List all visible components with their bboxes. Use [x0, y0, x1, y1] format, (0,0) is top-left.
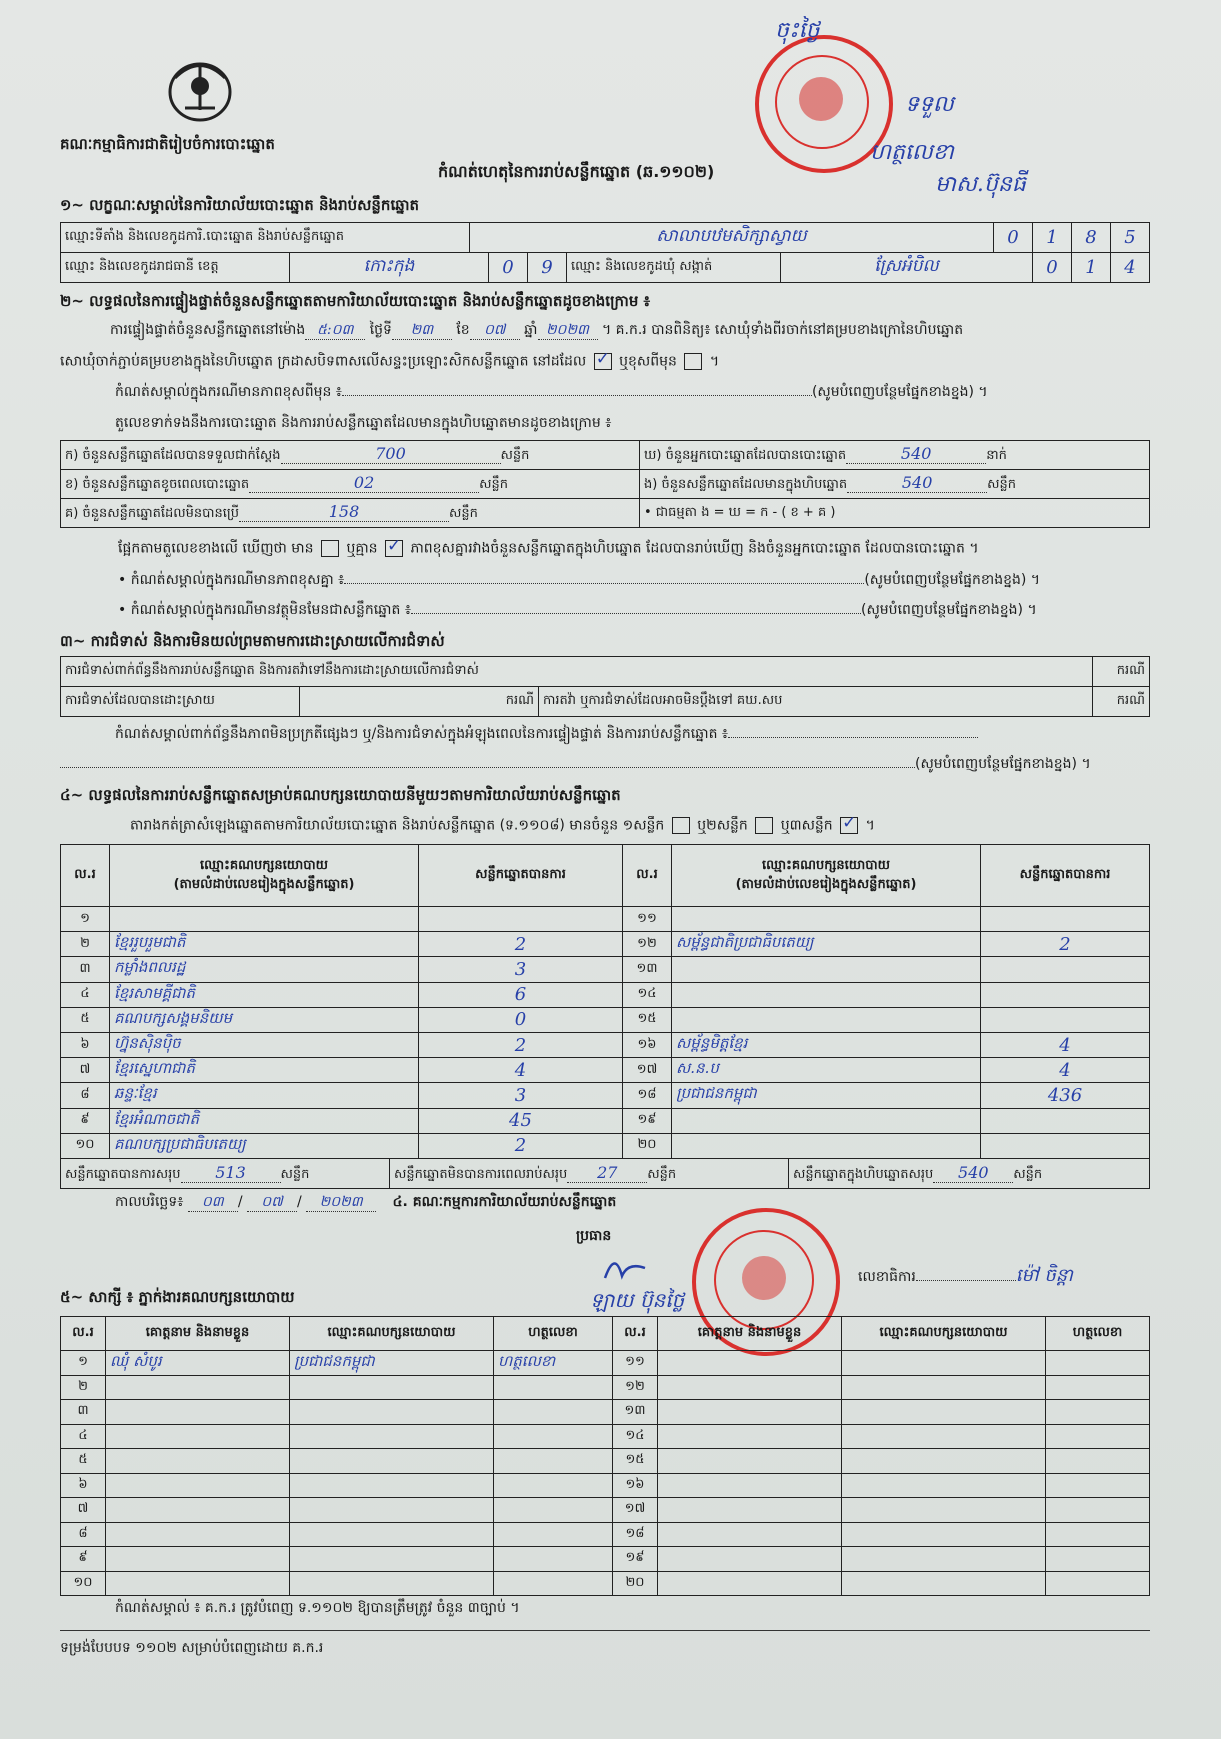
- result-no: ៥: [61, 1007, 110, 1032]
- result-party: ហ្វ៊ុនស៊ិនប៉ិច: [110, 1032, 419, 1057]
- form-name: ទម្រង់បែបបទ ១១០២ សម្រាប់បំពេញដោយ គ.ក.រ: [60, 1640, 324, 1656]
- witness-row: [61, 1498, 1150, 1523]
- province-code-1: 0: [489, 253, 528, 283]
- commune-code-3: 4: [1111, 253, 1150, 283]
- result-votes: 2: [981, 932, 1150, 957]
- witness-cell: [290, 1571, 494, 1596]
- witness-cell: [842, 1473, 1046, 1498]
- witness-no: ១៣: [613, 1400, 658, 1425]
- result-row: [61, 932, 1150, 957]
- result-party: ឆន្ទៈខ្មែរ: [110, 1083, 419, 1108]
- witness-cell: [290, 1375, 494, 1400]
- province-label: ឈ្មោះ និងលេខកូដរាជធានី ខេត្ត: [61, 253, 290, 283]
- result-party: សម្ព័ន្ធមិត្តខ្មែរ: [672, 1032, 981, 1057]
- witness-cell: [1046, 1473, 1150, 1498]
- witness-row: [61, 1424, 1150, 1449]
- result-party: [672, 982, 981, 1007]
- result-row: [61, 982, 1150, 1007]
- witness-cell: [290, 1400, 494, 1425]
- witness-cell: [290, 1473, 494, 1498]
- witness-cell: [842, 1375, 1046, 1400]
- tally-intro: តារាងកត់ត្រាសំឡេងឆ្នោតតាមការិយាល័យបោះឆ្នោត និងរាប់សន្លឹកឆ្នោត (ទ.១១០៨) មានចំនួន ១សន្លឹក ឬ២សន្លឹក ឬ៣សន្លឹក ✓ ។: [130, 817, 875, 834]
- witness-no: ១៥: [613, 1449, 658, 1474]
- result-votes: [981, 957, 1150, 982]
- page-title: កំណត់ហេតុនៃការរាប់សន្លឹកឆ្នោត (ឆ.១១០២): [438, 162, 715, 181]
- result-party: ខ្មែររួបរួមជាតិ: [110, 932, 419, 957]
- section3-note-line2: (សូមបំពេញបន្ថែមផ្នែកខាងខ្នង) ។: [60, 756, 1091, 773]
- province-value: កោះកុង: [290, 253, 489, 283]
- witness-cell: [494, 1375, 613, 1400]
- footer-note: កំណត់សម្គាល់ ៖ គ.ក.រ ត្រូវបំពេញ ទ.១១០២ ឱ្យបានត្រឹមត្រូវ ចំនួន ៣ច្បាប់ ។: [115, 1600, 520, 1616]
- figures-table: ក) ចំនួនសន្លឹកឆ្នោតដែលបានទទួលជាក់ស្តែង 700 សន្លឹក ឃ) ចំនួនអ្នកបោះឆ្នោតដែលបានបោះឆ្នោត 540 នាក់ ខ) ចំនួនសន្លឹកឆ្នោតខូចពេលបោះឆ្នោត 02 សន្លឹក ង) ចំនួនសន្លឹកឆ្នោតដែលមានក្នុងហិបឆ្នោត 540 សន្លឹក គ) ចំនួនសន្លឹកឆ្នោតដែលមិនបានប្រើ 158 សន្លឹក • ជាធម្មតា ង = ឃ = ក - ( ខ + គ ): [60, 440, 1150, 528]
- result-no: ១០: [61, 1133, 110, 1158]
- witness-cell: [106, 1400, 290, 1425]
- result-no: ២: [61, 932, 110, 957]
- section2-heading: ២~ លទ្ធផលនៃការផ្ទៀងផ្ទាត់ចំនួនសន្លឹកឆ្នោតតាមការិយាល័យបោះឆ្នោត និងរាប់សន្លឹកឆ្នោតដូចខាងក្រោម ៖: [60, 292, 651, 310]
- result-votes: 2: [419, 1133, 623, 1158]
- witness-cell: [106, 1547, 290, 1572]
- note3: • កំណត់សម្គាល់ក្នុងករណីមានវត្ថុមិនមែនជាសន្លឹកឆ្នោត ៖ (សូមបំពេញបន្ថែមផ្នែកខាងខ្នង) ។: [118, 602, 1037, 618]
- result-no: ១២: [623, 932, 672, 957]
- witness-no: ១៦: [613, 1473, 658, 1498]
- witness-cell: [494, 1522, 613, 1547]
- witness-no: ១២: [613, 1375, 658, 1400]
- witness-cell: [842, 1400, 1046, 1425]
- witness-cell: [290, 1522, 494, 1547]
- witness-no: ៧: [61, 1498, 106, 1523]
- witness-cell: [290, 1547, 494, 1572]
- result-no: ១៣: [623, 957, 672, 982]
- witness-cell: [842, 1449, 1046, 1474]
- president-name: ឡាយ ប៊ុនថ្លៃ: [590, 1288, 685, 1312]
- province-code-2: 9: [528, 253, 567, 283]
- province-table: [60, 252, 1150, 283]
- witness-no: ៤: [61, 1424, 106, 1449]
- commune-label: ឈ្មោះ និងលេខកូដឃុំ សង្កាត់: [567, 253, 781, 283]
- witness-row: [61, 1522, 1150, 1547]
- location-code-1: 0: [994, 223, 1033, 253]
- witness-cell: [494, 1449, 613, 1474]
- witness-cell: [1046, 1351, 1150, 1376]
- witness-cell: [1046, 1571, 1150, 1596]
- location-code-3: 8: [1072, 223, 1111, 253]
- witness-row: [61, 1547, 1150, 1572]
- president-label: ប្រធាន: [576, 1228, 612, 1244]
- witness-cell: [290, 1498, 494, 1523]
- witness-cell: [658, 1400, 842, 1425]
- result-votes: 3: [419, 957, 623, 982]
- witness-cell: [658, 1449, 842, 1474]
- witness-row: [61, 1473, 1150, 1498]
- witness-no: ១៧: [613, 1498, 658, 1523]
- same-checkbox[interactable]: [594, 353, 612, 370]
- witness-cell: ប្រជាជនកម្ពុជា: [290, 1351, 494, 1376]
- witness-cell: [658, 1351, 842, 1376]
- result-no: ៩: [61, 1108, 110, 1133]
- witness-cell: [106, 1473, 290, 1498]
- section4-heading: ៤~ លទ្ធផលនៃការរាប់សន្លឹកឆ្នោតសម្រាប់គណបក្សនយោបាយនីមួយៗតាមការិយាល័យរាប់សន្លឹកឆ្នោត: [60, 786, 621, 804]
- result-no: ១៥: [623, 1007, 672, 1032]
- result-row: [61, 1032, 1150, 1057]
- result-party: ប្រជាជនកម្ពុជា: [672, 1083, 981, 1108]
- result-party: [672, 1133, 981, 1158]
- witness-row: [61, 1400, 1150, 1425]
- result-votes: [981, 1133, 1150, 1158]
- witness-no: ១៨: [613, 1522, 658, 1547]
- result-party: គណបក្សសង្គមនិយម: [110, 1007, 419, 1032]
- result-party: ខ្មែរសាមគ្គីជាតិ: [110, 982, 419, 1007]
- result-party: ស.ន.ប: [672, 1058, 981, 1083]
- witness-cell: [106, 1424, 290, 1449]
- result-party: ខ្មែរស្នេហាជាតិ: [110, 1058, 419, 1083]
- witness-cell: [658, 1498, 842, 1523]
- witness-row: [61, 1571, 1150, 1596]
- secretary-line: លេខាធិការ ម៉ៅ ចិន្តា: [858, 1265, 1073, 1286]
- witness-cell: [494, 1424, 613, 1449]
- witness-row: [61, 1351, 1150, 1376]
- witness-cell: [658, 1571, 842, 1596]
- result-no: ៧: [61, 1058, 110, 1083]
- result-no: ១៨: [623, 1083, 672, 1108]
- emblem-icon: [155, 48, 245, 126]
- location-value: សាលាបឋមសិក្សាស្វាយ: [470, 223, 994, 253]
- different-checkbox[interactable]: [684, 353, 702, 370]
- section5-heading: ៥~ សាក្សី ៖ ភ្នាក់ងារគណបក្សនយោបាយ: [60, 1288, 295, 1306]
- result-party: គណបក្សប្រជាធិបតេយ្យ: [110, 1133, 419, 1158]
- result-votes: 436: [981, 1083, 1150, 1108]
- location-table: [60, 222, 1150, 253]
- witness-no: ១០: [61, 1571, 106, 1596]
- witness-cell: [842, 1571, 1046, 1596]
- result-row: [61, 1083, 1150, 1108]
- section1-heading: ១~ លក្ខណៈសម្គាល់នៃការិយាល័យបោះឆ្នោត និងរាប់សន្លឹកឆ្នោត: [60, 196, 420, 214]
- result-no: ១៦: [623, 1032, 672, 1057]
- witness-no: ៥: [61, 1449, 106, 1474]
- result-party: [110, 907, 419, 932]
- objection-table: ការជំទាស់ពាក់ព័ន្ធនឹងការរាប់សន្លឹកឆ្នោត និងការតវ៉ាទៅនឹងការដោះស្រាយលើការជំទាស់ ករណី ការជំទាស់ដែលបានដោះស្រាយ ករណី ការតវ៉ា ឬការជំទាស់ដែលអាចមិនប្តឹងទៅ គឃ.សប ករណី: [60, 656, 1150, 717]
- witness-cell: [842, 1547, 1046, 1572]
- witness-cell: [494, 1400, 613, 1425]
- no-difference-checkbox[interactable]: [385, 540, 403, 557]
- witness-cell: [1046, 1498, 1150, 1523]
- result-votes: 4: [981, 1032, 1150, 1057]
- result-no: ១៤: [623, 982, 672, 1007]
- witness-cell: [842, 1522, 1046, 1547]
- result-row: [61, 957, 1150, 982]
- annotation-1: ចុះថ្ងៃ: [775, 18, 820, 43]
- witness-cell: [658, 1424, 842, 1449]
- witness-cell: [106, 1375, 290, 1400]
- witness-cell: [1046, 1375, 1150, 1400]
- witness-no: ២០: [613, 1571, 658, 1596]
- result-no: ៣: [61, 957, 110, 982]
- witness-cell: [494, 1473, 613, 1498]
- witness-cell: [1046, 1424, 1150, 1449]
- result-votes: 3: [419, 1083, 623, 1108]
- president-signature-icon: [600, 1248, 650, 1286]
- witness-cell: [658, 1522, 842, 1547]
- witness-cell: [494, 1547, 613, 1572]
- result-no: ៦: [61, 1032, 110, 1057]
- org-name: គណៈកម្មាធិការជាតិរៀបចំការបោះឆ្នោត: [60, 135, 275, 153]
- one-sheet-checkbox[interactable]: [672, 817, 690, 834]
- witness-no: ១៩: [613, 1547, 658, 1572]
- result-party: កម្លាំងពលរដ្ឋ: [110, 957, 419, 982]
- witness-no: ១: [61, 1351, 106, 1376]
- witness-cell: [290, 1449, 494, 1474]
- date-line: កាលបរិច្ឆេទ៖ ០៣ / ០៧ / ២០២៣ ៤. គណៈកម្មការការិយាល័យរាប់សន្លឹកឆ្នោត: [115, 1194, 617, 1210]
- section3-heading: ៣~ ការជំទាស់ និងការមិនយល់ព្រមតាមការដោះស្រាយលើការជំទាស់: [60, 632, 445, 650]
- witness-no: ៣: [61, 1400, 106, 1425]
- result-votes: [981, 1108, 1150, 1133]
- witness-cell: ហត្ថលេខា: [494, 1351, 613, 1376]
- witness-row: [61, 1375, 1150, 1400]
- result-no: ២០: [623, 1133, 672, 1158]
- result-party: [672, 1108, 981, 1133]
- witness-cell: [106, 1571, 290, 1596]
- witness-no: ២: [61, 1375, 106, 1400]
- result-row: [61, 1133, 1150, 1158]
- witness-no: ១១: [613, 1351, 658, 1376]
- result-votes: 6: [419, 982, 623, 1007]
- result-party: [672, 1007, 981, 1032]
- conclusion-line: ផ្អែកតាមតួលេខខាងលើ ឃើញថា មាន ឬគ្មាន ✓ ភាពខុសគ្នារវាងចំនួនសន្លឹកឆ្នោតក្នុងហិបឆ្នោត ដែលបានរាប់ឃើញ និងចំនួនអ្នកបោះឆ្នោត ដែលបានបោះឆ្នោត ។: [118, 540, 979, 557]
- result-votes: [419, 907, 623, 932]
- witness-cell: [658, 1473, 842, 1498]
- witness-cell: [494, 1498, 613, 1523]
- result-no: ៨: [61, 1083, 110, 1108]
- annotation-3: ហត្ថលេខា: [870, 140, 954, 165]
- result-no: ៤: [61, 982, 110, 1007]
- result-votes: 2: [419, 1032, 623, 1057]
- witness-cell: [494, 1571, 613, 1596]
- witness-cell: [106, 1498, 290, 1523]
- annotation-4: មាស.ប៊ុនធី: [935, 172, 1026, 197]
- witness-cell: [1046, 1449, 1150, 1474]
- witness-cell: [1046, 1400, 1150, 1425]
- footer-divider: [60, 1630, 1150, 1631]
- result-party: សម្ព័ន្ធជាតិប្រជាធិបតេយ្យ: [672, 932, 981, 957]
- three-sheet-checkbox[interactable]: [840, 817, 858, 834]
- witness-no: ៨: [61, 1522, 106, 1547]
- witness-cell: [658, 1547, 842, 1572]
- witness-table: ល.រ គោត្តនាម និងនាមខ្លួន ឈ្មោះគណបក្សនយោបាយ ហត្ថលេខា ល.រ គោត្តនាម និងនាមខ្លួន ឈ្មោះគណបក្សនយោបាយ ហត្ថលេខា ១ ឈុំ សំបូរ ប្រជាជនកម្ពុជា ហត្ថលេខា ១១ ២ ១២ ៣ ១៣ ៤ ១៤ ៥ ១៥ ៦ ១៦ ៧ ១៧ ៨ ១៨ ៩ ១៩ ១០ ២០: [60, 1316, 1150, 1596]
- result-party: [672, 907, 981, 932]
- result-row: [61, 1058, 1150, 1083]
- result-votes: [981, 907, 1150, 932]
- verification-line: ការផ្ទៀងផ្ទាត់ចំនួនសន្លឹកឆ្នោតនៅម៉ោង ៥:០៣ ថ្ងៃទី ២៣ ខែ ០៧ ឆ្នាំ ២០២៣ ។ គ.ក.រ បានពិនិត្យ៖ សោឃុំទាំងពីរចាក់នៅគម្របខាងក្រោនៃហិបឆ្នោត: [110, 322, 964, 338]
- witness-cell: [1046, 1547, 1150, 1572]
- witness-row: [61, 1449, 1150, 1474]
- result-votes: 45: [419, 1108, 623, 1133]
- result-votes: [981, 982, 1150, 1007]
- location-code-2: 1: [1033, 223, 1072, 253]
- witness-cell: ឈុំ សំបូរ: [106, 1351, 290, 1376]
- witness-no: ១៤: [613, 1424, 658, 1449]
- result-votes: 4: [419, 1058, 623, 1083]
- two-sheet-checkbox[interactable]: [755, 817, 773, 834]
- results-table: ល.រ ឈ្មោះគណបក្សនយោបាយ (តាមលំដាប់លេខរៀងក្នុងសន្លឹកឆ្នោត) សន្លឹកឆ្នោតបានការ ល.រ ឈ្មោះគណបក្សនយោបាយ (តាមលំដាប់លេខរៀងក្នុងសន្លឹកឆ្នោត) សន្លឹកឆ្នោតបានការ ១ ១១ ២ ខ្មែររួបរួមជាតិ 2 ១២ សម្ព័ន្ធជាតិប្រជាធិបតេយ្យ 2 ៣ កម្លាំងពលរដ្ឋ 3 ១៣ ៤ ខ្មែរសាមគ្គីជាតិ 6 ១៤ ៥ គណបក្សសង្គមនិយម 0 ១៥ ៦ ហ្វ៊ុនស៊ិនប៉ិច 2 ១៦ សម្ព័ន្ធមិត្តខ្មែរ 4 ៧ ខ្មែរស្នេហាជាតិ 4 ១៧ ស.ន.ប 4 ៨ ឆន្ទៈខ្មែរ 3 ១៨ ប្រជាជនកម្ពុជា 436 ៩ ខ្មែរអំណាចជាតិ 45 ១៩ ១០ គណបក្សប្រជាធិបតេយ្យ 2 ២០: [60, 844, 1150, 1159]
- witness-cell: [290, 1424, 494, 1449]
- result-votes: 4: [981, 1058, 1150, 1083]
- witness-cell: [842, 1498, 1046, 1523]
- witness-cell: [106, 1522, 290, 1547]
- location-code-4: 5: [1111, 223, 1150, 253]
- result-votes: [981, 1007, 1150, 1032]
- commune-code-1: 0: [1033, 253, 1072, 283]
- result-votes: 0: [419, 1007, 623, 1032]
- figures-intro: តួលេខទាក់ទងនឹងការបោះឆ្នោត និងការរាប់សន្លឹកឆ្នោតដែលមានក្នុងហិបឆ្នោតមានដូចខាងក្រោម ៖: [115, 415, 612, 431]
- note1: កំណត់សម្គាល់ក្នុងករណីមានភាពខុសពីមុន ៖ (សូមបំពេញបន្ថែមផ្នែកខាងខ្នង) ។: [115, 384, 988, 400]
- has-difference-checkbox[interactable]: [321, 540, 339, 557]
- result-row: [61, 1007, 1150, 1032]
- note2: • កំណត់សម្គាល់ក្នុងករណីមានភាពខុសគ្នា ៖ (សូមបំពេញបន្ថែមផ្នែកខាងខ្នង) ។: [118, 572, 1041, 588]
- result-no: ១៧: [623, 1058, 672, 1083]
- witness-cell: [106, 1449, 290, 1474]
- witness-no: ៩: [61, 1547, 106, 1572]
- result-party: ខ្មែរអំណាចជាតិ: [110, 1108, 419, 1133]
- section3-note: កំណត់សម្គាល់ពាក់ព័ន្ធនឹងភាពមិនប្រក្រតីផ្សេងៗ ឬ/និងការជំទាស់ក្នុងអំឡុងពេលនៃការផ្ទៀងផ្ទាត់ និងការរាប់សន្លឹកឆ្នោត ៖: [115, 726, 978, 743]
- commune-code-2: 1: [1072, 253, 1111, 283]
- witness-cell: [1046, 1522, 1150, 1547]
- witness-cell: [842, 1424, 1046, 1449]
- result-row: [61, 907, 1150, 932]
- witness-cell: [842, 1351, 1046, 1376]
- totals-table: សន្លឹកឆ្នោតបានការសរុប 513 សន្លឹក សន្លឹកឆ្នោតមិនបានការពេលរាប់សរុប 27 សន្លឹក សន្លឹកឆ្នោតក្នុងហិបឆ្នោតសរុប 540 សន្លឹក: [60, 1158, 1150, 1189]
- commune-value: ស្រែអំបិល: [781, 253, 1033, 283]
- witness-cell: [658, 1375, 842, 1400]
- result-row: [61, 1108, 1150, 1133]
- location-label: ឈ្មោះទីតាំង និងលេខកូដការិ.បោះឆ្នោត និងរាប់សន្លឹកឆ្នោត: [61, 223, 470, 253]
- result-no: ១៩: [623, 1108, 672, 1133]
- witness-no: ៦: [61, 1473, 106, 1498]
- result-no: ១: [61, 907, 110, 932]
- result-votes: 2: [419, 932, 623, 957]
- result-no: ១១: [623, 907, 672, 932]
- annotation-2: ទទួល: [905, 92, 954, 117]
- result-party: [672, 957, 981, 982]
- seal-line: សោឃុំចាក់ភ្ជាប់គម្របខាងក្នុងនៃហិបឆ្នោត ក្រដាសបិទពាសលើសន្ទះប្រឡោះសិកសន្លឹកឆ្នោត នៅដដែល ✓ ឬខុសពីមុន ។: [60, 353, 719, 370]
